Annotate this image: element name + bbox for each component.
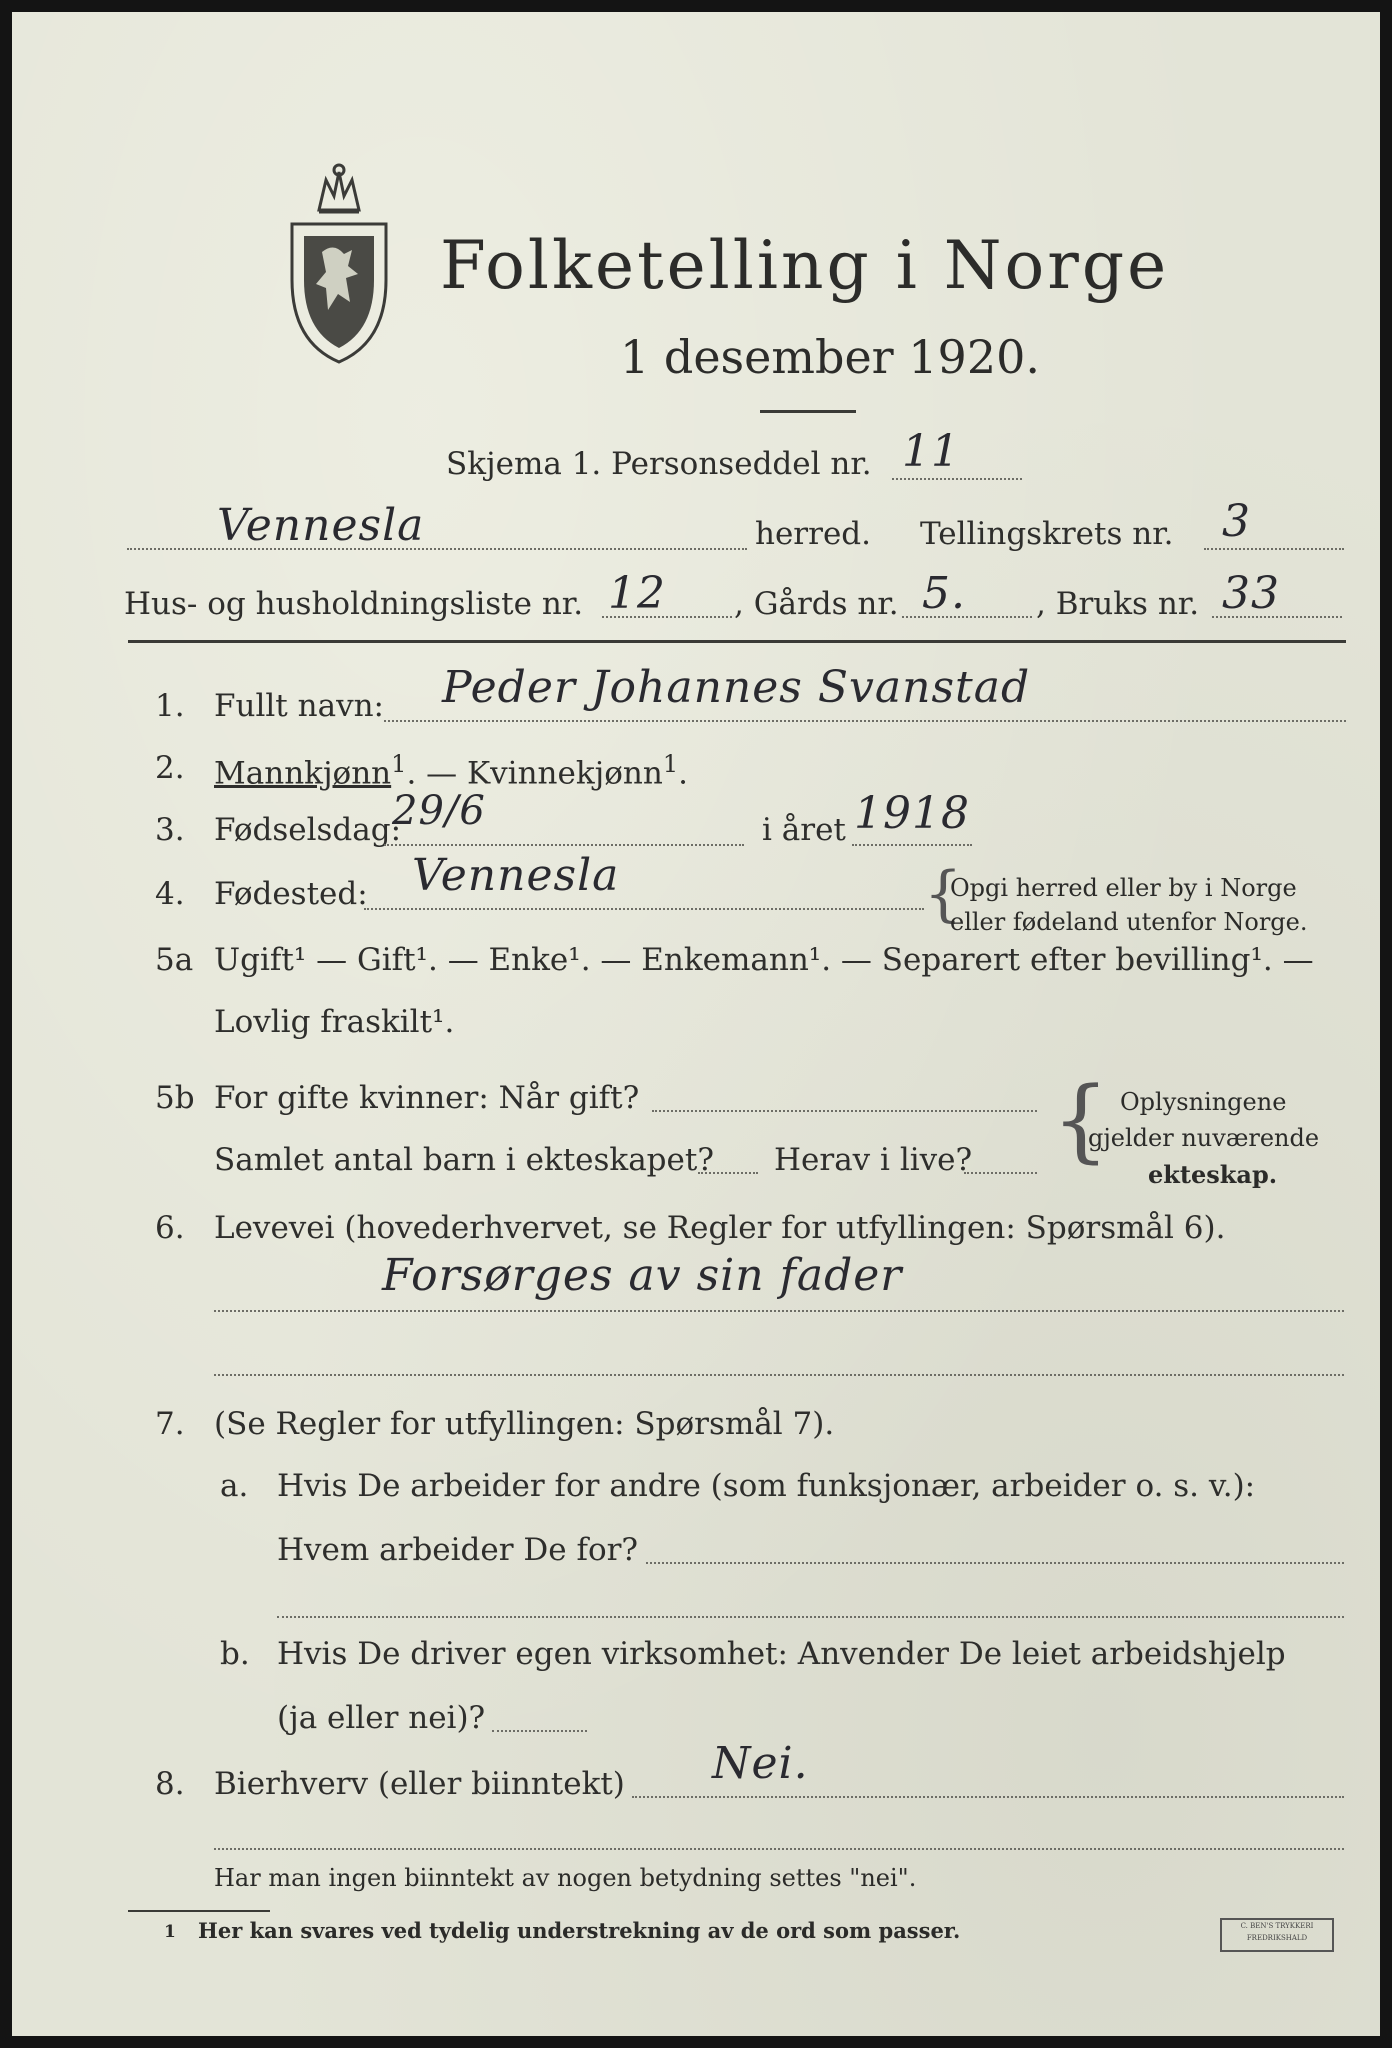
q5b-children-line [698,1172,758,1174]
footer-note: Har man ingen biinntekt av nogen betydning settes "nei". [214,1864,917,1892]
hus-number: 12 [608,568,666,619]
q6-occupation: Forsørges av sin fader [382,1250,903,1301]
bruks-label: , Bruks nr. [1036,586,1200,622]
q2-separator: . — [406,755,467,792]
q5b-children-label: Samlet antal barn i ekteskapet? [214,1142,714,1178]
q7-number: 7. [155,1406,185,1442]
q7a-employer-label: Hvem arbeider De for? [277,1532,639,1568]
q8-extra-line [214,1848,1344,1850]
q4-label: Fødested: [214,876,368,912]
hus-label: Hus- og husholdningsliste nr. [124,586,584,622]
q7a-employer-line [646,1562,1344,1564]
q5b-alive-label: Herav i live? [774,1142,973,1178]
q1-line [384,720,1346,722]
census-form-page [12,12,1380,2036]
census-date: 1 desember 1920. [620,330,1040,384]
q3-year-label: i året [762,812,846,848]
q2-male-option: Mannkjønn [214,755,392,792]
q1-number: 1. [155,688,185,724]
q2-female-option: Kvinnekjønn [467,755,663,792]
q2-end: . [678,755,688,792]
bruks-number: 33 [1222,568,1280,619]
q7a-letter: a. [220,1468,249,1504]
q5b-note-line1: Oplysningene [1120,1088,1287,1116]
section-divider [128,640,1346,643]
q5b-married-label: For gifte kvinner: Når gift? [214,1080,640,1116]
q3-birthday: 29/6 [392,788,486,834]
title-divider [760,410,856,413]
q7b-line1: Hvis De driver egen virksomhet: Anvender De leiet arbeidshjelp [277,1636,1286,1672]
q2-footnote-mark-2: 1 [662,750,679,778]
norwegian-coat-of-arms-icon [274,162,404,372]
q7b-label: (ja eller nei)? [277,1700,486,1736]
q4-note-line1: Opgi herred eller by i Norge [950,874,1297,902]
q1-label: Fullt navn: [214,688,384,724]
q5b-married-line [652,1110,1037,1112]
printer-stamp [1220,1918,1334,1952]
q5b-alive-line [964,1172,1037,1174]
q3-birth-year: 1918 [854,788,970,839]
printer-stamp-line1: C. BEN'S TRYKKERI [1240,1922,1314,1930]
footnote-text: Her kan svares ved tydelig understrekning av de ord som passer. [198,1918,961,1943]
q8-label: Bierhverv (eller biinntekt) [214,1766,625,1802]
q5b-note-line2: gjelder nuværende [1088,1124,1320,1152]
personseddel-line [892,478,1022,480]
q4-number: 4. [155,876,185,912]
q5b-number: 5b [155,1080,195,1116]
q4-note-line2: eller fødeland utenfor Norge. [950,908,1308,936]
printer-stamp-line2: FREDRIKSHALD [1246,1934,1308,1942]
q4-line [364,908,924,910]
q8-line [632,1796,1344,1798]
q6-label: Levevei (hovederhvervet, se Regler for utfyllingen: Spørsmål 6). [214,1210,1226,1246]
q8-number: 8. [155,1766,185,1802]
footnote-mark: 1 [164,1922,176,1942]
q7a-extra-line [277,1616,1344,1618]
tellingskrets-label: Tellingskrets nr. [920,516,1174,552]
q3-year-line [852,844,972,846]
q1-full-name: Peder Johannes Svanstad [442,662,1031,713]
q5a-options-line1: Ugift¹ — Gift¹. — Enke¹. — Enkemann¹. — Separert efter bevilling¹. — [214,942,1314,978]
q6-number: 6. [155,1210,185,1246]
q7-label: (Se Regler for utfyllingen: Spørsmål 7). [214,1406,835,1442]
q6-answer-line [214,1310,1344,1312]
gards-number: 5. [922,568,966,619]
q3-label: Fødselsdag: [214,812,402,848]
q2-footnote-mark-1: 1 [391,750,407,778]
tellingskrets-number: 3 [1222,496,1251,547]
q4-birthplace: Vennesla [412,850,620,901]
tellingskrets-line [1204,548,1344,550]
q7a-line1: Hvis De arbeider for andre (som funksjonær, arbeider o. s. v.): [277,1468,1256,1504]
herred-label: herred. [755,516,871,552]
q5a-number: 5a [155,942,194,978]
q3-number: 3. [155,812,185,848]
q8-answer: Nei. [712,1738,809,1789]
herred-answer: Vennesla [217,500,425,551]
q2-sex-options [214,750,688,791]
q6-extra-line [214,1374,1344,1376]
personseddel-number: 11 [902,426,960,477]
q7b-letter: b. [220,1636,250,1672]
form-title: Folketelling i Norge [440,227,1170,304]
q2-number: 2. [155,750,185,786]
q5b-brace: { [1052,1068,1110,1173]
q5a-options-line2: Lovlig fraskilt¹. [214,1004,455,1040]
q4-brace: { [924,859,963,929]
footnote-divider [128,1910,270,1912]
schema-label: Skjema 1. Personseddel nr. [446,446,872,482]
gards-label: , Gårds nr. [734,586,899,622]
q7b-line [492,1730,587,1732]
q5b-note-line3: ekteskap. [1148,1160,1278,1189]
q3-day-line [384,844,744,846]
